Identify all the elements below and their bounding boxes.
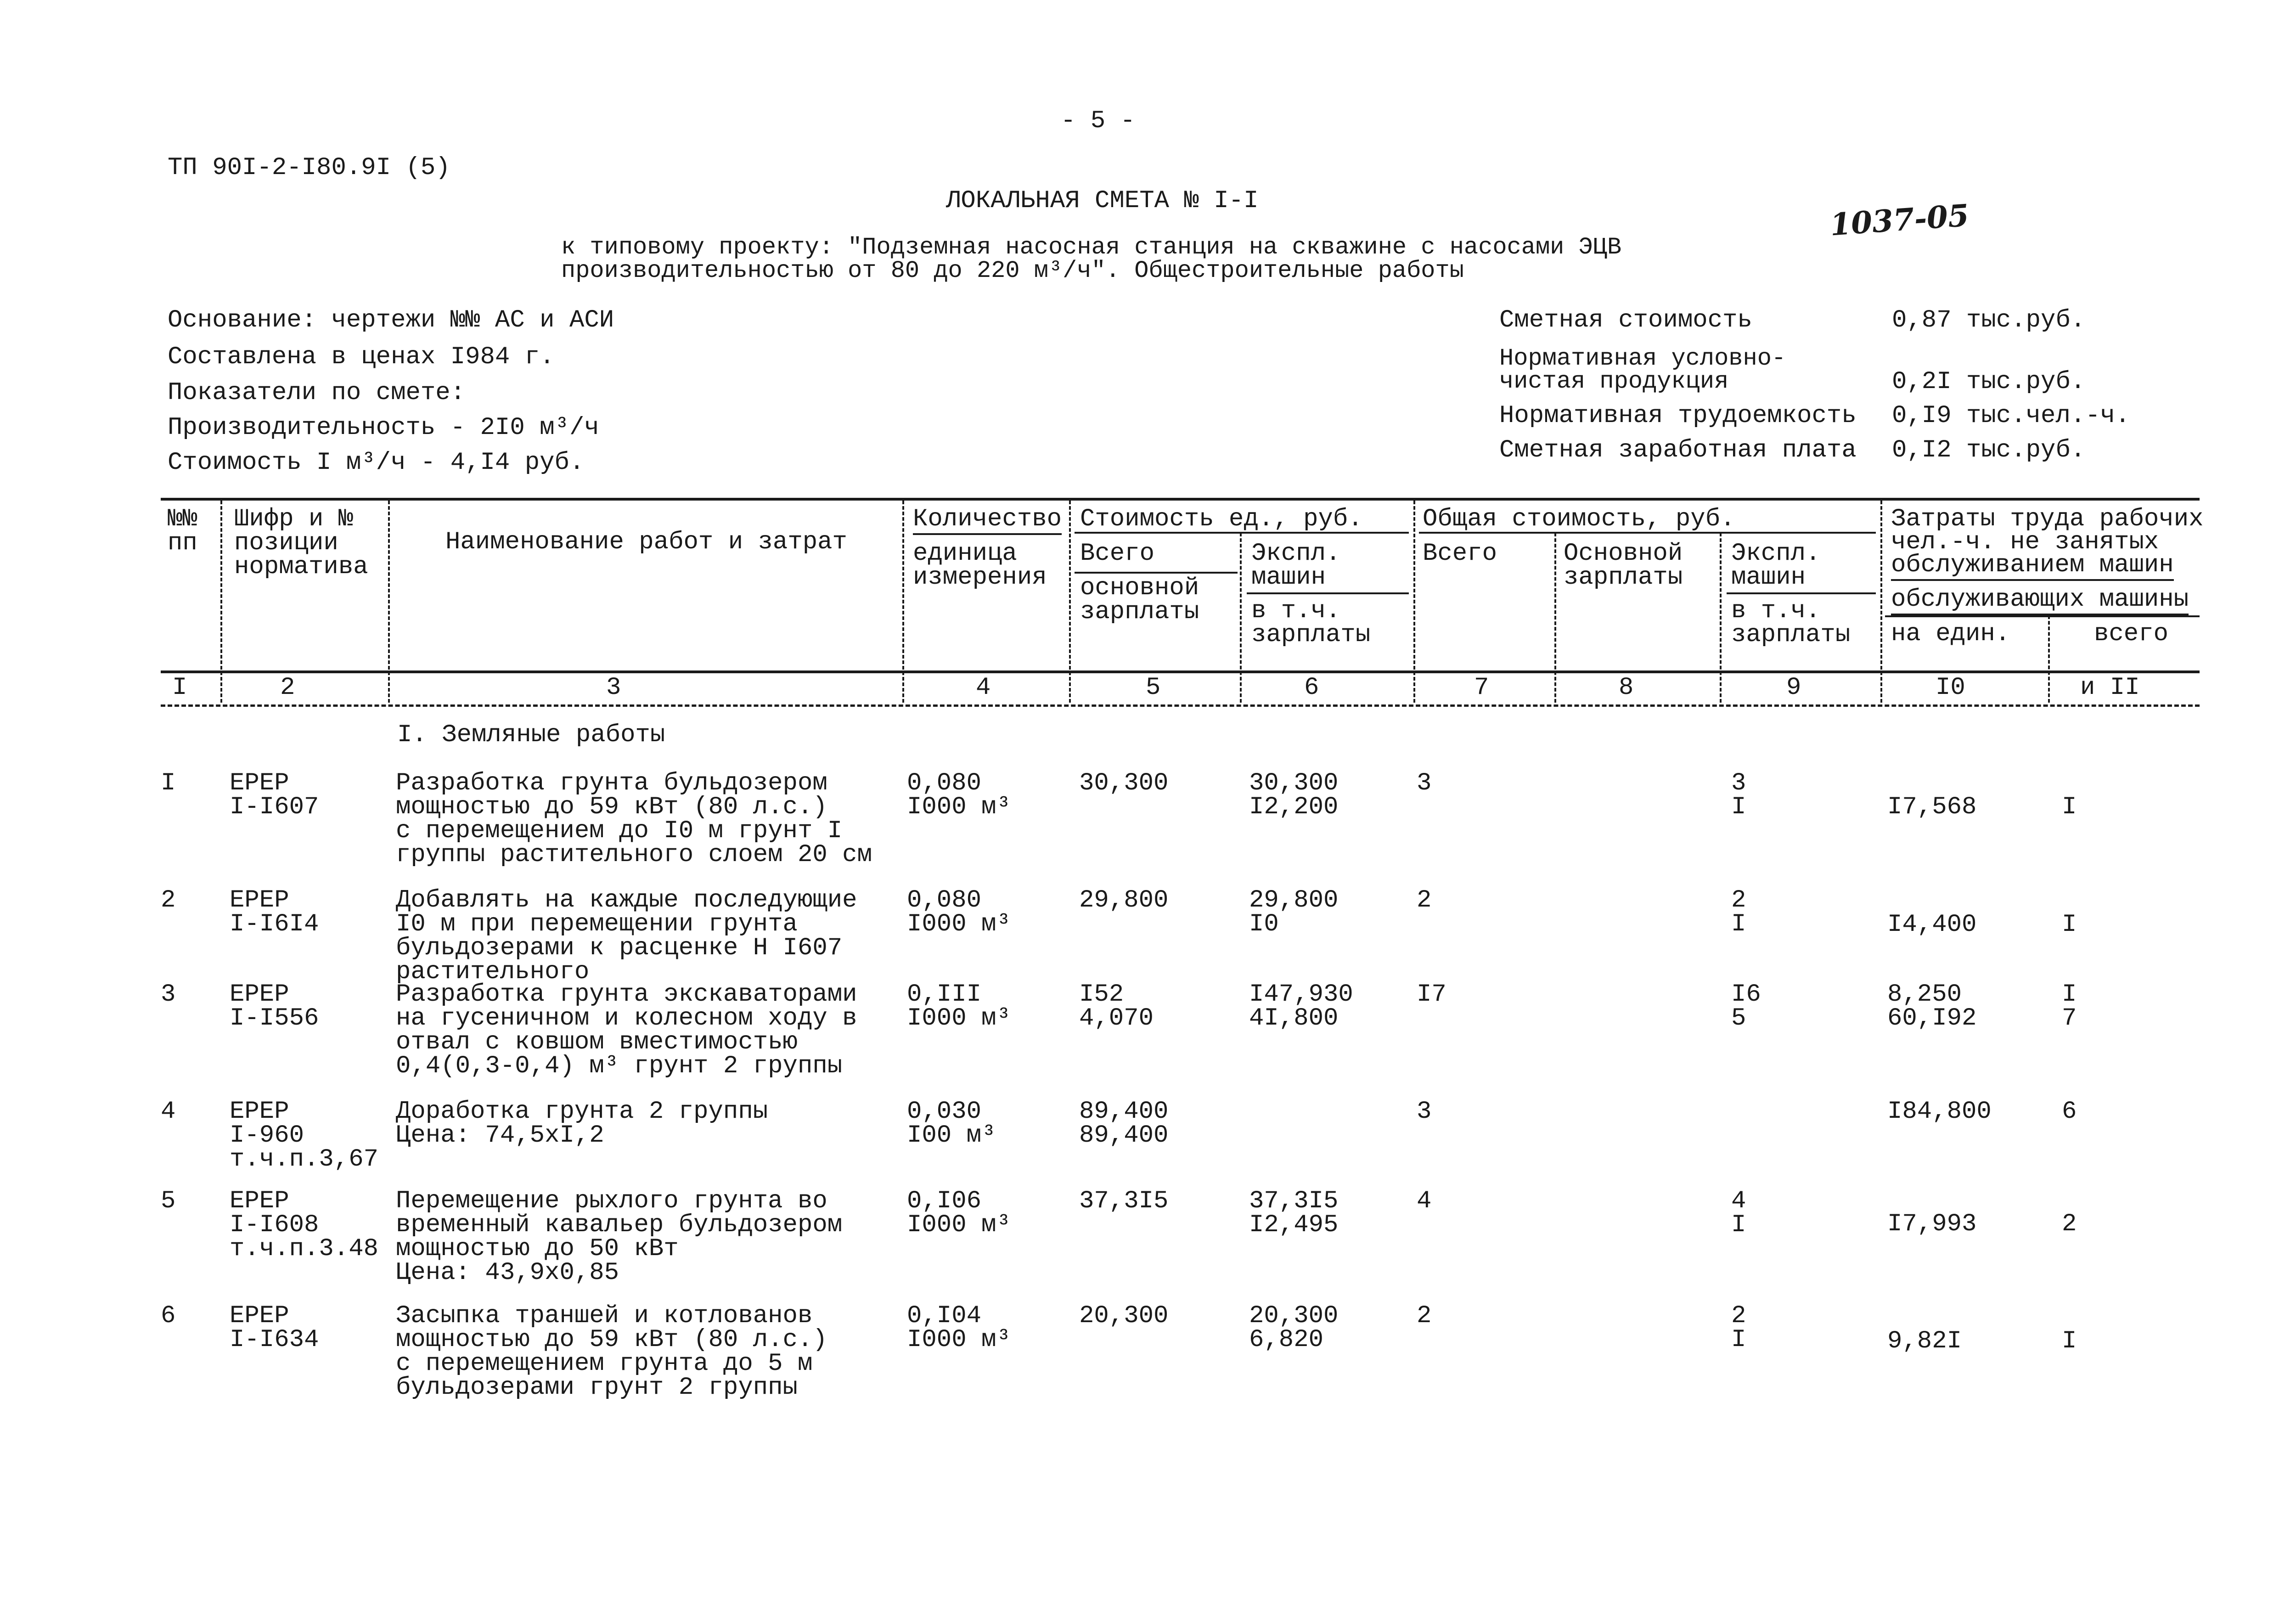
column-number: I0 bbox=[1936, 674, 1965, 702]
unit-mach-sub-rule bbox=[1247, 592, 1409, 594]
document-code: ТП 90I-2-I80.9I (5) bbox=[168, 154, 450, 182]
row-labor-all: 2 bbox=[2062, 1210, 2077, 1238]
row-number: 6 bbox=[161, 1302, 176, 1330]
column-number: 3 bbox=[606, 674, 621, 702]
header-tot-total: Всего bbox=[1423, 540, 1497, 568]
info-basis: Основание: чертежи №№ АС и АСИ bbox=[168, 306, 614, 334]
info-indicators: Показатели по смете: bbox=[168, 379, 466, 407]
header-separator bbox=[220, 501, 222, 703]
info-labor-label: Нормативная трудоемкость bbox=[1499, 402, 1857, 430]
column-number: и II bbox=[2080, 674, 2140, 702]
row-code: ЕРЕР I-I607 bbox=[230, 769, 319, 821]
column-number: 4 bbox=[976, 674, 991, 702]
row-number: 4 bbox=[161, 1098, 176, 1126]
header-total-group: Общая стоимость, руб. bbox=[1423, 505, 1735, 533]
handwritten-code: 1037-05 bbox=[1829, 197, 1970, 243]
header-qty-group bbox=[913, 507, 1062, 531]
row-labor-unit: 9,82I bbox=[1887, 1327, 1962, 1355]
row-name: Разработка грунта бульдозером мощностью до 59 кВт (80 л.с.) с перемещением до I0 м грунт I группы растительного слоем 20 см bbox=[396, 769, 872, 869]
column-number: I bbox=[172, 674, 187, 702]
row-qty: 0,030 I00 м³ bbox=[907, 1098, 996, 1149]
row-labor-all: 6 bbox=[2062, 1098, 2077, 1126]
row-number: 5 bbox=[161, 1187, 176, 1215]
info-net-product-label: Нормативная условно- чистая продукция bbox=[1499, 345, 1786, 395]
unit-total-sub-rule bbox=[1075, 572, 1238, 574]
info-unit-cost: Стоимость I м³/ч - 4,I4 руб. bbox=[168, 449, 585, 477]
row-unit-mach: 30,300 I2,200 bbox=[1249, 769, 1339, 821]
row-total-mach: 3 I bbox=[1731, 769, 1746, 821]
subtitle-line-1: к типовому проекту: "Подземная насосная станция на скважине с насосами ЭЦВ bbox=[561, 234, 1622, 261]
row-total-mach: I6 5 bbox=[1731, 980, 1761, 1032]
header-col-name: Наименование работ и затрат bbox=[445, 528, 847, 556]
row-unit-mach: I47,930 4I,800 bbox=[1249, 980, 1353, 1032]
row-labor-all: I bbox=[2062, 793, 2077, 821]
column-number: 9 bbox=[1786, 674, 1801, 702]
row-unit-cost: 89,400 89,400 bbox=[1079, 1098, 1169, 1149]
header-separator bbox=[2048, 615, 2050, 703]
row-total: 2 bbox=[1417, 886, 1432, 914]
row-labor-unit: I7,568 bbox=[1887, 793, 1977, 821]
table-top-rule bbox=[161, 498, 2200, 501]
column-number: 6 bbox=[1304, 674, 1319, 702]
row-qty: 0,080 I000 м³ bbox=[907, 769, 1011, 821]
header-labor-line2: чел.-ч. не занятых bbox=[1891, 528, 2159, 556]
row-unit-mach: 29,800 I0 bbox=[1249, 886, 1339, 938]
row-qty: 0,I04 I000 м³ bbox=[907, 1302, 1011, 1354]
row-unit-cost: 29,800 bbox=[1079, 886, 1169, 914]
info-capacity: Производительность - 2I0 м³/ч bbox=[168, 414, 599, 442]
header-tot-mach: Экспл. машин bbox=[1731, 540, 1821, 592]
tot-mach-sub-rule bbox=[1727, 592, 1876, 594]
row-unit-cost: I52 4,070 bbox=[1079, 980, 1154, 1032]
row-code: ЕРЕР I-960 т.ч.п.3,67 bbox=[230, 1098, 379, 1173]
header-labor-all: всего bbox=[2094, 620, 2169, 648]
row-total: 2 bbox=[1417, 1302, 1432, 1330]
info-estimate-label: Сметная стоимость bbox=[1499, 306, 1752, 334]
row-total: I7 bbox=[1417, 980, 1446, 1008]
header-col-number: №№ пп bbox=[168, 505, 197, 557]
row-code: ЕРЕР I-I556 bbox=[230, 980, 319, 1032]
header-separator bbox=[1720, 533, 1722, 703]
header-separator bbox=[902, 501, 904, 703]
header-bottom-rule bbox=[161, 670, 2200, 673]
row-name: Засыпка траншей и котлованов мощностью до 59 кВт (80 л.с.) с перемещением грунта до 5 м бульдозерами грунт 2 группы bbox=[396, 1302, 827, 1402]
document-title: ЛОКАЛЬНАЯ СМЕТА № I-I bbox=[946, 187, 1259, 215]
column-number: 8 bbox=[1619, 674, 1634, 702]
row-number: 2 bbox=[161, 886, 176, 914]
header-separator bbox=[1413, 501, 1415, 703]
header-unit-cost-group: Стоимость ед., руб. bbox=[1080, 505, 1363, 533]
column-numbers-rule bbox=[161, 704, 2200, 707]
row-qty: 0,I06 I000 м³ bbox=[907, 1187, 1011, 1239]
header-labor-line4 bbox=[1891, 588, 2189, 612]
header-labor-line3-label: обслуживанием машин bbox=[1891, 551, 2174, 581]
row-name: Перемещение рыхлого грунта во временный кавальер бульдозером мощностью до 50 кВт Цена: 43,9х0,85 bbox=[396, 1187, 843, 1287]
row-unit-cost: 20,300 bbox=[1079, 1302, 1169, 1330]
row-labor-unit: I7,993 bbox=[1887, 1210, 1977, 1238]
header-separator bbox=[388, 501, 390, 703]
column-number: 2 bbox=[280, 674, 295, 702]
row-unit-mach: 20,300 6,820 bbox=[1249, 1302, 1339, 1354]
header-qty-unit: единица измерения bbox=[913, 540, 1047, 592]
row-total-mach: 4 I bbox=[1731, 1187, 1746, 1239]
row-labor-all: I 7 bbox=[2062, 980, 2077, 1032]
header-unit-total-base: основной зарплаты bbox=[1080, 574, 1199, 626]
row-unit-cost: 30,300 bbox=[1079, 769, 1169, 797]
header-unit-mach: Экспл. машин bbox=[1251, 540, 1341, 592]
header-unit-mach-wages: в т.ч. зарплаты bbox=[1251, 597, 1371, 649]
page-number: - 5 - bbox=[1061, 107, 1136, 135]
row-name: Разработка грунта экскаваторами на гусеничном и колесном ходу в отвал с ковшом вместимостью 0,4(0,3-0,4) м³ грунт 2 группы bbox=[396, 980, 857, 1080]
header-separator bbox=[1880, 501, 1882, 703]
row-unit-cost: 37,3I5 bbox=[1079, 1187, 1169, 1215]
header-labor-line4-label: обслуживающих машины bbox=[1891, 586, 2189, 615]
row-total: 3 bbox=[1417, 769, 1432, 797]
row-code: ЕРЕР I-I608 т.ч.п.3.48 bbox=[230, 1187, 379, 1263]
column-number: 7 bbox=[1474, 674, 1489, 702]
row-unit-mach: 37,3I5 I2,495 bbox=[1249, 1187, 1339, 1239]
section-title: I. Земляные работы bbox=[397, 721, 665, 749]
header-tot-base: Основной зарплаты bbox=[1564, 540, 1683, 592]
row-name: Доработка грунта 2 группы Цена: 74,5хI,2 bbox=[396, 1098, 768, 1149]
row-qty: 0,III I000 м³ bbox=[907, 980, 1011, 1032]
info-net-product-value: 0,2I тыс.руб. bbox=[1892, 368, 2086, 396]
labor-sub-rule bbox=[1885, 615, 2200, 617]
subtitle-line-2: производительностью от 80 до 220 м³/ч". Общестроительные работы bbox=[561, 257, 1464, 284]
header-separator bbox=[1069, 501, 1071, 703]
header-labor-line3 bbox=[1891, 553, 2174, 577]
row-total-mach: 2 I bbox=[1731, 886, 1746, 938]
row-number: 3 bbox=[161, 980, 176, 1008]
row-labor-all: I bbox=[2062, 911, 2077, 939]
row-qty: 0,080 I000 м³ bbox=[907, 886, 1011, 938]
header-col-code: Шифр и № позиции норматива bbox=[234, 505, 368, 581]
header-qty-group-label: Количество bbox=[913, 505, 1062, 535]
header-separator bbox=[1554, 533, 1556, 703]
row-total: 4 bbox=[1417, 1187, 1432, 1215]
header-unit-total: Всего bbox=[1080, 540, 1155, 568]
info-prices: Составлена в ценах I984 г. bbox=[168, 343, 555, 371]
row-labor-unit: 8,250 60,I92 bbox=[1887, 980, 1977, 1032]
info-wages-value: 0,I2 тыс.руб. bbox=[1892, 436, 2086, 464]
row-name: Добавлять на каждые последующие I0 м при перемещении грунта бульдозерами к расценке Н I607 растительного bbox=[396, 886, 857, 986]
info-labor-value: 0,I9 тыс.чел.-ч. bbox=[1892, 402, 2130, 430]
row-labor-unit: I4,400 bbox=[1887, 911, 1977, 939]
info-wages-label: Сметная заработная плата bbox=[1499, 436, 1857, 464]
row-labor-unit: I84,800 bbox=[1887, 1098, 1992, 1126]
row-total-mach: 2 I bbox=[1731, 1302, 1746, 1354]
info-estimate-value: 0,87 тыс.руб. bbox=[1892, 306, 2086, 334]
column-number: 5 bbox=[1146, 674, 1161, 702]
row-total: 3 bbox=[1417, 1098, 1432, 1126]
row-code: ЕРЕР I-I634 bbox=[230, 1302, 319, 1354]
header-labor-unit: на един. bbox=[1891, 620, 2010, 648]
row-code: ЕРЕР I-I6I4 bbox=[230, 886, 319, 938]
row-labor-all: I bbox=[2062, 1327, 2077, 1355]
header-tot-mach-wages: в т.ч. зарплаты bbox=[1731, 597, 1851, 649]
row-number: I bbox=[161, 769, 176, 797]
header-separator bbox=[1240, 533, 1242, 703]
header-labor-group: Затраты труда рабочих bbox=[1891, 505, 2204, 533]
